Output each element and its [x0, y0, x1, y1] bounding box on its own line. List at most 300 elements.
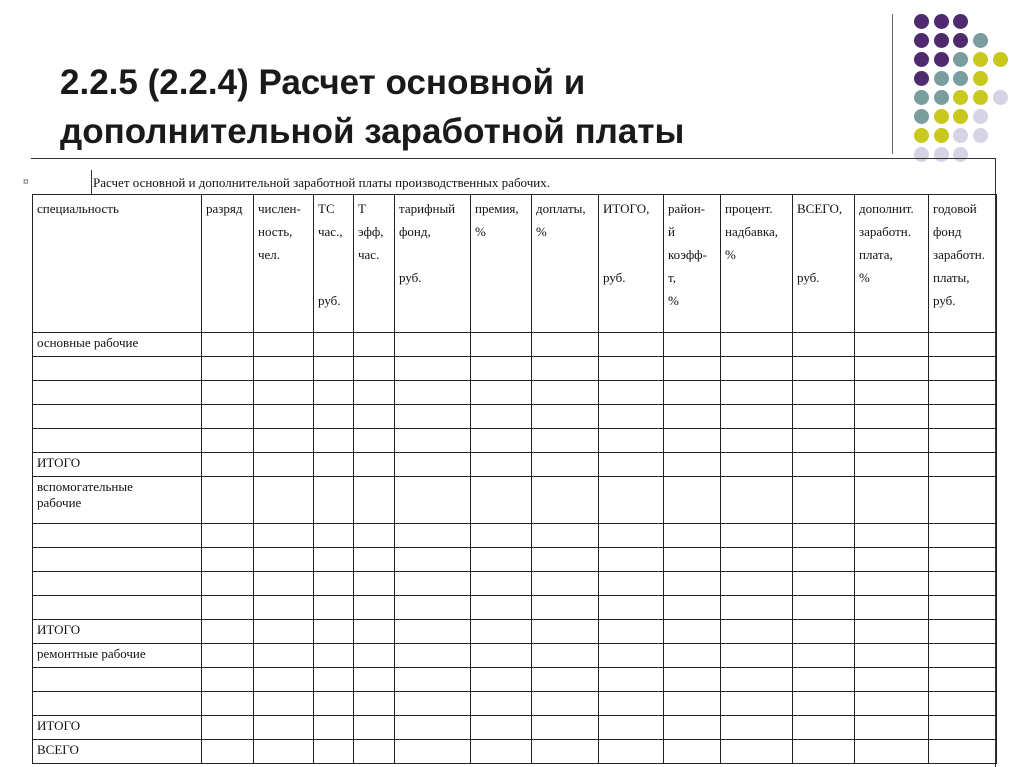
table-row	[33, 644, 997, 668]
table-cell	[599, 477, 664, 524]
table-cell	[793, 692, 855, 716]
table-cell	[471, 548, 532, 572]
table-cell	[664, 477, 721, 524]
table-cell	[254, 740, 314, 764]
table-row	[33, 429, 997, 453]
row-label-empty	[33, 357, 202, 381]
table-cell	[471, 524, 532, 548]
table-row	[33, 357, 997, 381]
table-cell	[314, 429, 354, 453]
table-cell	[314, 453, 354, 477]
table-cell	[664, 668, 721, 692]
table-row	[33, 333, 997, 357]
table-cell	[202, 429, 254, 453]
table-cell	[793, 357, 855, 381]
table-cell	[314, 596, 354, 620]
table-cell	[793, 572, 855, 596]
table-cell	[929, 692, 997, 716]
table-cell	[202, 668, 254, 692]
table-cell	[929, 453, 997, 477]
table-cell	[202, 381, 254, 405]
table-cell	[395, 596, 471, 620]
table-cell	[254, 716, 314, 740]
column-header: годовой фонд заработн. платы, руб.	[929, 195, 997, 333]
row-label-empty	[33, 548, 202, 572]
decor-dot	[934, 109, 949, 124]
table-cell	[314, 333, 354, 357]
table-cell	[664, 429, 721, 453]
table-cell	[855, 692, 929, 716]
table-cell	[664, 740, 721, 764]
row-label-empty	[33, 692, 202, 716]
table-cell	[599, 644, 664, 668]
table-cell	[793, 644, 855, 668]
table-row	[33, 668, 997, 692]
column-header: доплаты, %	[532, 195, 599, 333]
column-header: район- й коэфф- т, %	[664, 195, 721, 333]
table-cell	[721, 572, 793, 596]
table-cell	[314, 620, 354, 644]
table-cell	[721, 333, 793, 357]
table-cell	[471, 668, 532, 692]
decor-dot	[934, 14, 949, 29]
table-cell	[354, 477, 395, 524]
table-row	[33, 572, 997, 596]
table-cell	[395, 477, 471, 524]
table-cell	[664, 716, 721, 740]
table-cell	[721, 548, 793, 572]
table-row	[33, 381, 997, 405]
table-cell	[254, 333, 314, 357]
table-cell	[202, 572, 254, 596]
table-cell	[532, 405, 599, 429]
column-header: премия, %	[471, 195, 532, 333]
column-header: процент. надбавка, %	[721, 195, 793, 333]
table-cell	[254, 620, 314, 644]
decor-dot	[973, 33, 988, 48]
table-row	[33, 716, 997, 740]
table-cell	[793, 740, 855, 764]
row-label: ремонтные рабочие	[33, 644, 202, 668]
table-cell	[314, 477, 354, 524]
table-cell	[855, 572, 929, 596]
table-cell	[202, 596, 254, 620]
table-cell	[532, 453, 599, 477]
table-cell	[471, 572, 532, 596]
table-cell	[599, 357, 664, 381]
table-cell	[354, 620, 395, 644]
table-cell	[254, 381, 314, 405]
table-cell	[929, 668, 997, 692]
table-cell	[929, 596, 997, 620]
table-cell	[721, 596, 793, 620]
column-header: тарифный фонд, руб.	[395, 195, 471, 333]
table-cell	[855, 668, 929, 692]
table-cell	[354, 716, 395, 740]
table-cell	[721, 453, 793, 477]
row-label: вспомогательные рабочие	[33, 477, 202, 524]
decor-dot	[953, 128, 968, 143]
table-row	[33, 596, 997, 620]
table-cell	[929, 548, 997, 572]
table-cell	[471, 740, 532, 764]
table-cell	[599, 548, 664, 572]
table-cell	[314, 644, 354, 668]
table-cell	[664, 333, 721, 357]
table-cell	[793, 716, 855, 740]
table-cell	[354, 524, 395, 548]
table-cell	[721, 692, 793, 716]
table-cell	[254, 524, 314, 548]
table-cell	[395, 644, 471, 668]
table-row	[33, 692, 997, 716]
table-row	[33, 477, 997, 524]
document-top-rule	[31, 158, 996, 159]
row-label: ИТОГО	[33, 453, 202, 477]
table-cell	[532, 357, 599, 381]
table-cell	[314, 405, 354, 429]
table-cell	[664, 620, 721, 644]
decor-dot	[914, 71, 929, 86]
table-cell	[532, 644, 599, 668]
table-cell	[202, 333, 254, 357]
row-label-empty	[33, 524, 202, 548]
table-cell	[314, 381, 354, 405]
table-cell	[471, 620, 532, 644]
table-cell	[532, 716, 599, 740]
table-cell	[793, 524, 855, 548]
table-cell	[471, 381, 532, 405]
decor-dot	[914, 128, 929, 143]
table-cell	[855, 429, 929, 453]
table-cell	[354, 453, 395, 477]
table-cell	[664, 596, 721, 620]
table-cell	[395, 381, 471, 405]
table-cell	[793, 620, 855, 644]
table-cell	[855, 740, 929, 764]
table-cell	[471, 429, 532, 453]
table-cell	[254, 477, 314, 524]
table-cell	[254, 596, 314, 620]
slide-title	[60, 58, 880, 156]
table-cell	[202, 548, 254, 572]
table-cell	[202, 644, 254, 668]
table-cell	[855, 453, 929, 477]
table-cell	[314, 572, 354, 596]
table-cell	[721, 357, 793, 381]
table-cell	[254, 668, 314, 692]
table-cell	[314, 548, 354, 572]
decor-dot	[973, 71, 988, 86]
column-header: числен- ность, чел.	[254, 195, 314, 333]
document-header	[22, 158, 996, 194]
table-cell	[793, 405, 855, 429]
table-cell	[395, 668, 471, 692]
table-cell	[354, 572, 395, 596]
table-cell	[855, 524, 929, 548]
table-cell	[354, 740, 395, 764]
table-cell	[929, 524, 997, 548]
table-cell	[471, 716, 532, 740]
table-cell	[202, 692, 254, 716]
table-cell	[532, 572, 599, 596]
table-cell	[721, 716, 793, 740]
table-cell	[793, 668, 855, 692]
table-cell	[532, 740, 599, 764]
row-label-empty	[33, 668, 202, 692]
table-cell	[929, 644, 997, 668]
row-label-empty	[33, 381, 202, 405]
table-cell	[471, 644, 532, 668]
table-cell	[599, 405, 664, 429]
table-cell	[395, 453, 471, 477]
row-label: ИТОГО	[33, 620, 202, 644]
table-cell	[721, 644, 793, 668]
table-body	[33, 333, 997, 764]
decor-dot	[914, 14, 929, 29]
table-cell	[532, 548, 599, 572]
table-cell	[599, 620, 664, 644]
table-cell	[929, 716, 997, 740]
table-cell	[664, 405, 721, 429]
table-cell	[599, 429, 664, 453]
table-cell	[855, 357, 929, 381]
table-cell	[532, 477, 599, 524]
table-cell	[664, 453, 721, 477]
decor-dot	[993, 52, 1008, 67]
table-row	[33, 620, 997, 644]
table-cell	[395, 405, 471, 429]
table-cell	[254, 357, 314, 381]
decor-dot	[993, 90, 1008, 105]
decor-dot	[914, 33, 929, 48]
table-cell	[721, 620, 793, 644]
table-cell	[354, 381, 395, 405]
table-cell	[664, 644, 721, 668]
table-cell	[855, 596, 929, 620]
table-cell	[354, 668, 395, 692]
table-cell	[721, 477, 793, 524]
table-cell	[929, 620, 997, 644]
paragraph-marker: ¤	[23, 176, 29, 188]
table-cell	[664, 381, 721, 405]
table-row	[33, 453, 997, 477]
table-cell	[721, 668, 793, 692]
table-cell	[471, 405, 532, 429]
table-cell	[855, 477, 929, 524]
table-cell	[929, 429, 997, 453]
table-row	[33, 524, 997, 548]
table-cell	[599, 453, 664, 477]
table-cell	[532, 429, 599, 453]
table-cell	[354, 333, 395, 357]
table-cell	[793, 381, 855, 405]
table-row	[33, 548, 997, 572]
table-cell	[855, 716, 929, 740]
table-cell	[532, 381, 599, 405]
table-cell	[855, 644, 929, 668]
table-cell	[664, 572, 721, 596]
decor-dot	[953, 33, 968, 48]
table-cell	[855, 381, 929, 405]
table-cell	[929, 333, 997, 357]
row-label-empty	[33, 572, 202, 596]
table-cell	[929, 477, 997, 524]
table-cell	[721, 381, 793, 405]
row-label-empty	[33, 596, 202, 620]
table-cell	[793, 477, 855, 524]
row-label-empty	[33, 405, 202, 429]
table-cell	[354, 596, 395, 620]
table-cell	[664, 692, 721, 716]
column-header: ИТОГО, руб.	[599, 195, 664, 333]
decor-dot	[953, 52, 968, 67]
table-cell	[532, 692, 599, 716]
decor-dot	[934, 33, 949, 48]
table-cell	[395, 548, 471, 572]
table-cell	[254, 692, 314, 716]
table-cell	[929, 405, 997, 429]
caption-left-rule	[91, 170, 92, 194]
table-caption: Расчет основной и дополнительной заработной платы производственных рабочих.	[93, 175, 550, 190]
table-cell	[314, 357, 354, 381]
row-label: ВСЕГО	[33, 740, 202, 764]
table-cell	[202, 716, 254, 740]
table-cell	[395, 429, 471, 453]
slide-title-line-2: дополнительной заработной платы	[60, 112, 685, 151]
table-cell	[395, 620, 471, 644]
table-cell	[664, 548, 721, 572]
row-label: основные рабочие	[33, 333, 202, 357]
table-cell	[314, 668, 354, 692]
column-header: ВСЕГО, руб.	[793, 195, 855, 333]
table-cell	[599, 740, 664, 764]
table-cell	[855, 405, 929, 429]
table-cell	[395, 333, 471, 357]
decor-divider	[892, 14, 893, 154]
decor-dot	[934, 128, 949, 143]
table-cell	[202, 740, 254, 764]
table-cell	[599, 716, 664, 740]
table-cell	[471, 477, 532, 524]
table-cell	[202, 477, 254, 524]
decor-dot	[934, 71, 949, 86]
decor-dot	[953, 71, 968, 86]
table-cell	[354, 644, 395, 668]
decor-dot	[953, 90, 968, 105]
table-cell	[532, 333, 599, 357]
table-cell	[929, 357, 997, 381]
table-cell	[471, 333, 532, 357]
decor-dot	[953, 109, 968, 124]
column-header: Т эфф, час.	[354, 195, 395, 333]
table-cell	[929, 572, 997, 596]
table-cell	[721, 405, 793, 429]
salary-table	[32, 194, 997, 764]
table-cell	[354, 548, 395, 572]
table-cell	[395, 692, 471, 716]
table-cell	[254, 405, 314, 429]
table-cell	[254, 572, 314, 596]
table-cell	[599, 572, 664, 596]
table-cell	[471, 692, 532, 716]
table-cell	[254, 429, 314, 453]
table-cell	[929, 381, 997, 405]
table-cell	[471, 357, 532, 381]
table-cell	[793, 333, 855, 357]
table-cell	[793, 429, 855, 453]
decor-dot	[934, 90, 949, 105]
table-header-row	[33, 195, 997, 333]
table-row	[33, 405, 997, 429]
table-cell	[202, 524, 254, 548]
table-cell	[532, 596, 599, 620]
decor-dot	[914, 52, 929, 67]
table-cell	[202, 405, 254, 429]
table-cell	[599, 668, 664, 692]
table-cell	[354, 429, 395, 453]
table-cell	[855, 620, 929, 644]
table-cell	[599, 333, 664, 357]
row-label: ИТОГО	[33, 716, 202, 740]
table-cell	[793, 548, 855, 572]
table-cell	[599, 692, 664, 716]
table-cell	[354, 405, 395, 429]
table-cell	[532, 620, 599, 644]
decor-dot	[934, 52, 949, 67]
table-cell	[855, 333, 929, 357]
table-cell	[532, 668, 599, 692]
table-cell	[599, 381, 664, 405]
table-cell	[929, 740, 997, 764]
table-cell	[254, 644, 314, 668]
table-cell	[395, 716, 471, 740]
table-cell	[354, 357, 395, 381]
column-header: дополнит. заработн. плата, %	[855, 195, 929, 333]
table-cell	[254, 453, 314, 477]
table-cell	[721, 429, 793, 453]
decor-dot	[973, 90, 988, 105]
decor-dot	[973, 52, 988, 67]
table-cell	[721, 524, 793, 548]
table-cell	[471, 596, 532, 620]
table-cell	[395, 357, 471, 381]
table-cell	[471, 453, 532, 477]
table-cell	[314, 524, 354, 548]
column-header: специальность	[33, 195, 202, 333]
table-cell	[202, 453, 254, 477]
table-cell	[254, 548, 314, 572]
table-cell	[314, 716, 354, 740]
column-header: разряд	[202, 195, 254, 333]
table-cell	[202, 620, 254, 644]
table-row	[33, 740, 997, 764]
table-cell	[395, 740, 471, 764]
decor-dot	[973, 109, 988, 124]
table-cell	[314, 692, 354, 716]
table-cell	[599, 524, 664, 548]
row-label-empty	[33, 429, 202, 453]
decor-dot	[973, 128, 988, 143]
table-cell	[354, 692, 395, 716]
table-cell	[314, 740, 354, 764]
table-cell	[721, 740, 793, 764]
table-cell	[793, 596, 855, 620]
column-header: ТС час., руб.	[314, 195, 354, 333]
table-cell	[532, 524, 599, 548]
table-cell	[664, 524, 721, 548]
table-cell	[395, 524, 471, 548]
